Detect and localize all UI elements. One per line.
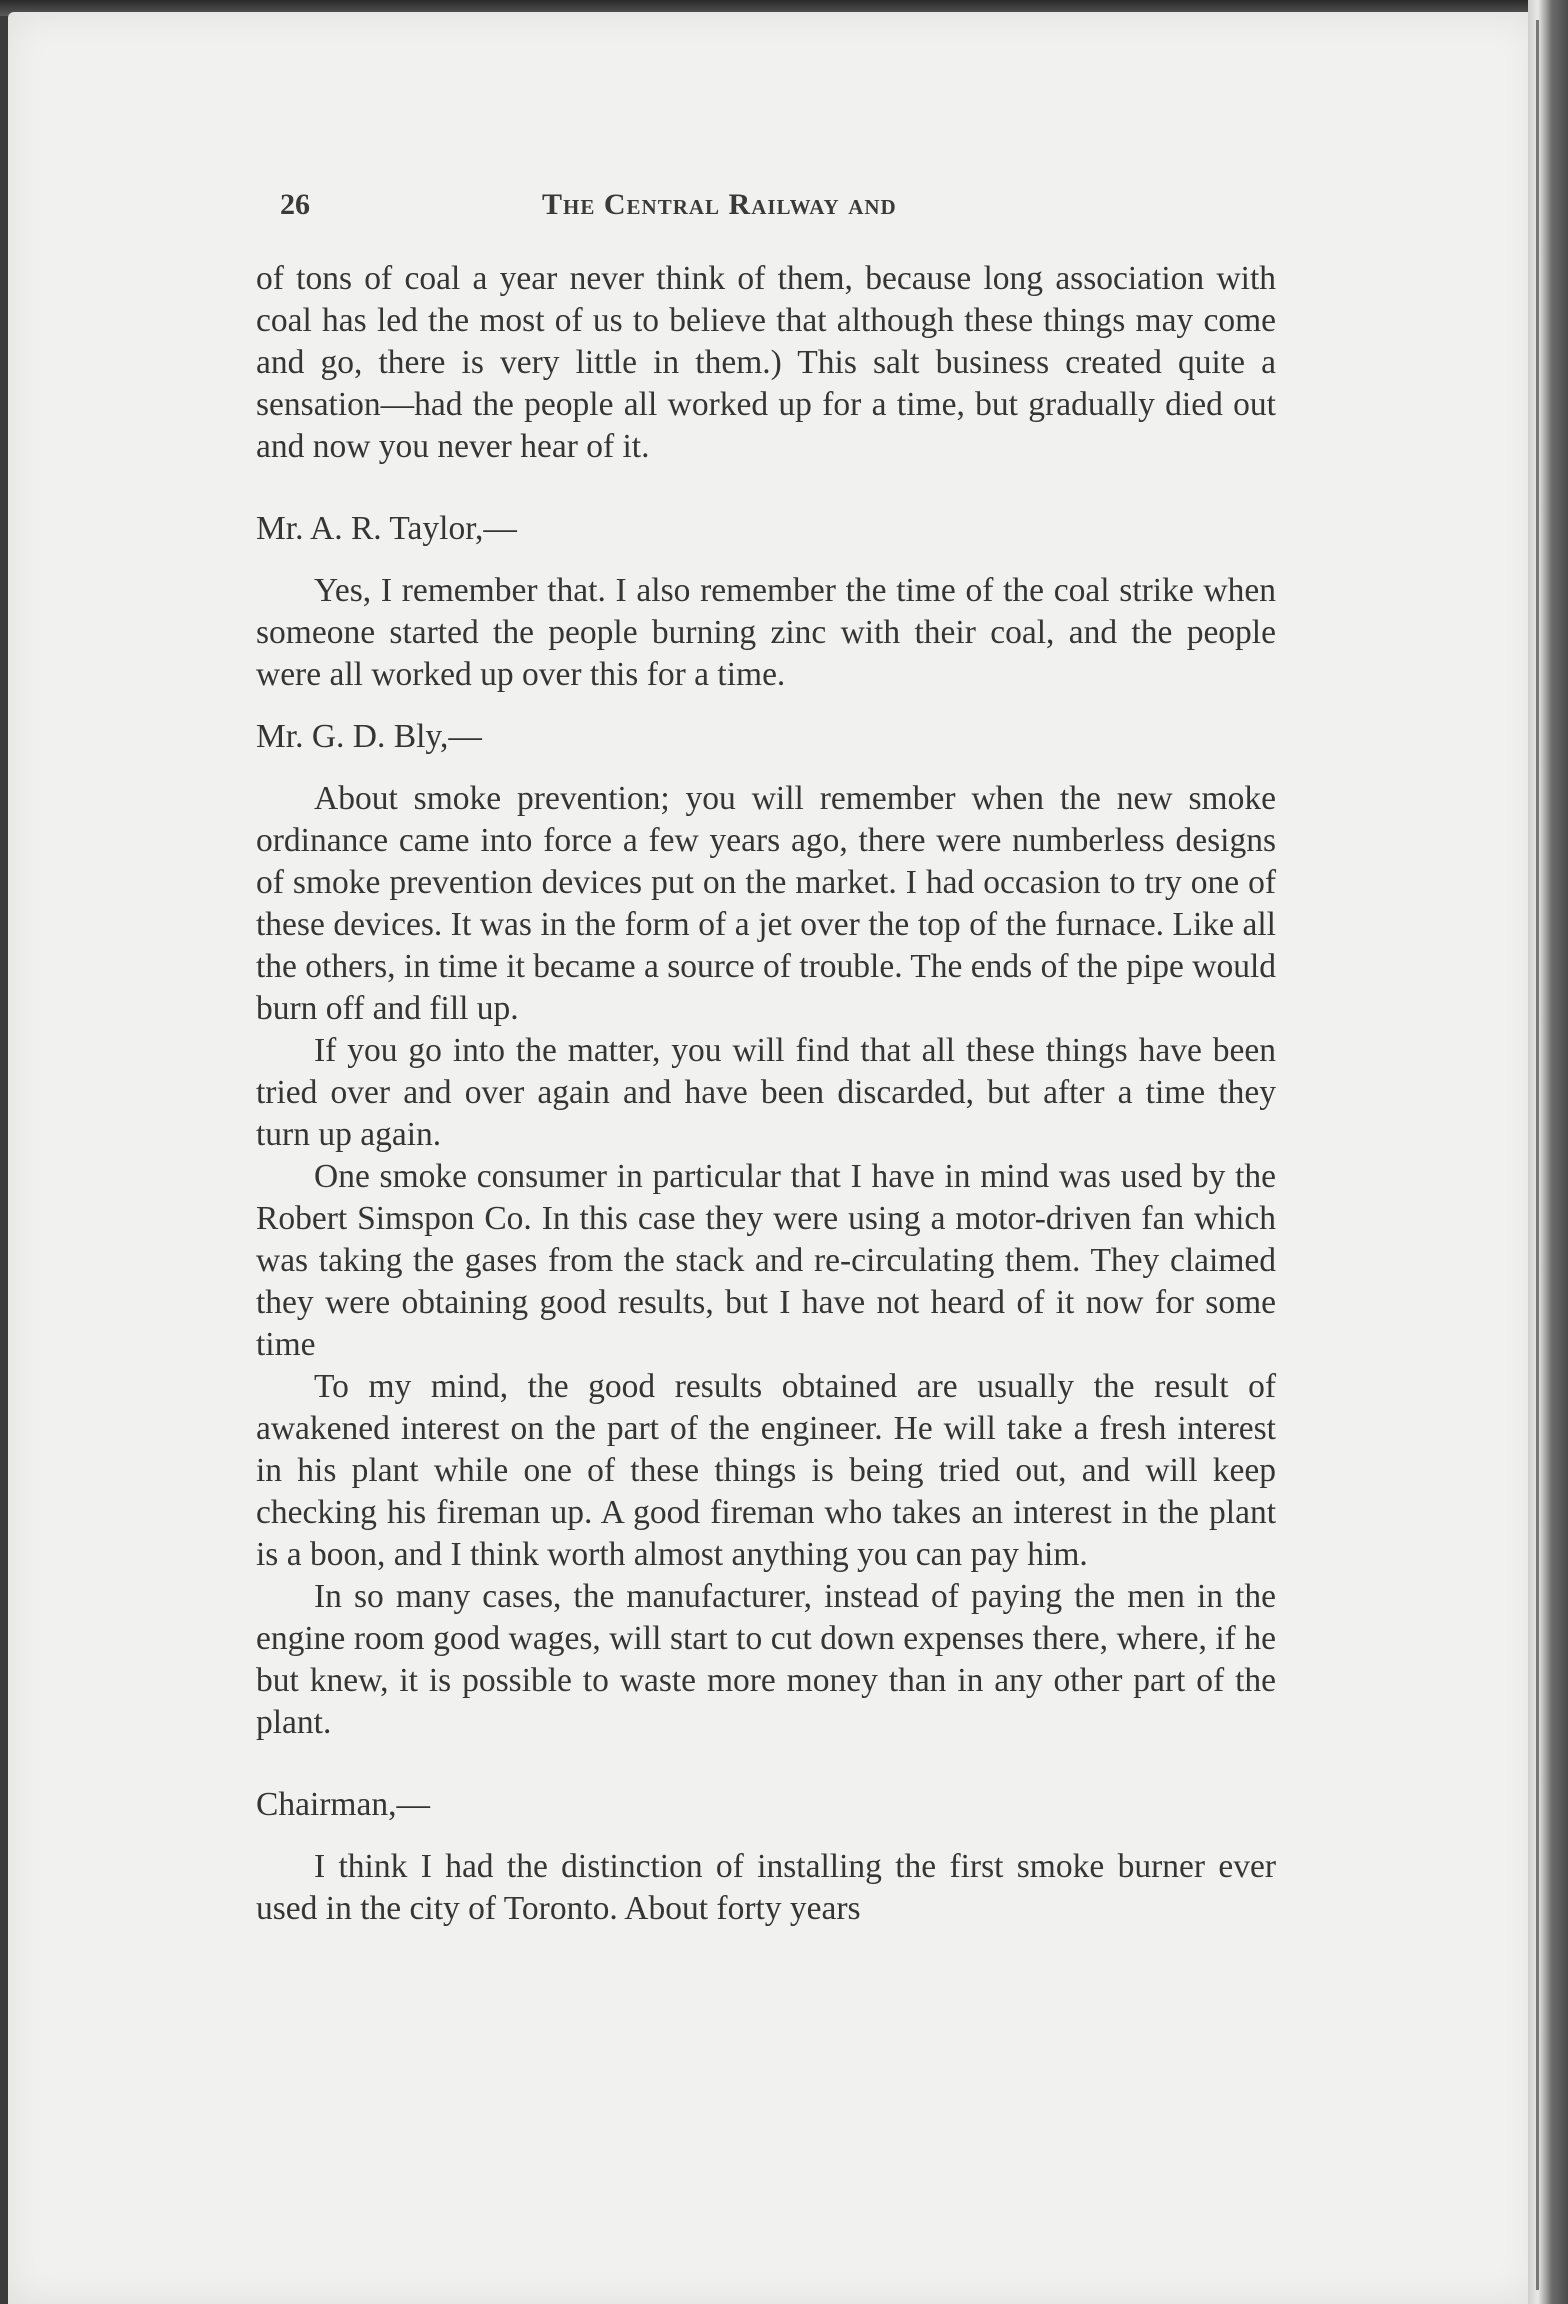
continuation-paragraph: of tons of coal a year never think of them, because long association with coal has led the most of us to believe that although these things may come and go, there is very little in them.) This salt business created quite a sensation—had the people all worked up for a time, but gradually died out and now you never hear of it. — [256, 260, 1276, 465]
speaker-bly: Mr. G. D. Bly,— — [256, 718, 482, 755]
bly-paragraph-5: In so many cases, the manufacturer, instead of paying the men in the engine room good wages, will start to cut down expenses there, where, if he but knew, it is possible to waste more money than in any other part of the plant. — [256, 1578, 1276, 1741]
bly-paragraph-3: One smoke consumer in particular that I have in mind was used by the Robert Simspon Co. In this case they were using a motor-driven fan which was taking the gases from the stack and re-circulating them. They claimed they were obtaining good results, but I have not heard of it now for some time — [256, 1158, 1276, 1363]
taylor-paragraph: Yes, I remember that. I also remember the time of the coal strike when someone started the people burning zinc with their coal, and the people were all worked up over this for a time. — [256, 572, 1276, 693]
page-number: 26 — [280, 188, 310, 221]
bly-paragraph-2: If you go into the matter, you will find that all these things have been tried over and over again and have been discarded, but after a time they turn up again. — [256, 1032, 1276, 1153]
speaker-chairman: Chairman,— — [256, 1786, 430, 1823]
running-head: The Central Railway and — [542, 188, 897, 221]
page-edge-line — [1536, 20, 1539, 2290]
page-body — [256, 258, 1276, 1930]
chairman-paragraph: I think I had the distinction of installing the first smoke burner ever used in the city of Toronto. About forty years — [256, 1848, 1276, 1927]
bly-paragraph-4: To my mind, the good results obtained are usually the result of awakened interest on the part of the engineer. He will take a fresh interest in his plant while one of these things is being tried out, and will keep checking his fireman up. A good fireman who takes an interest in the plant is a boon, and I think worth almost anything you can pay him. — [256, 1368, 1276, 1573]
speaker-taylor: Mr. A. R. Taylor,— — [256, 510, 517, 547]
bly-paragraph-1: About smoke prevention; you will remember when the new smoke ordinance came into force a few years ago, there were numberless designs of smoke prevention devices put on the market. I had occasion to try one of these devices. It was in the form of a jet over the top of the furnace. Like all the others, in time it became a source of trouble. The ends of the pipe would burn off and fill up. — [256, 780, 1276, 1027]
page-right-edge — [1528, 0, 1568, 2304]
page-header — [280, 188, 1270, 238]
